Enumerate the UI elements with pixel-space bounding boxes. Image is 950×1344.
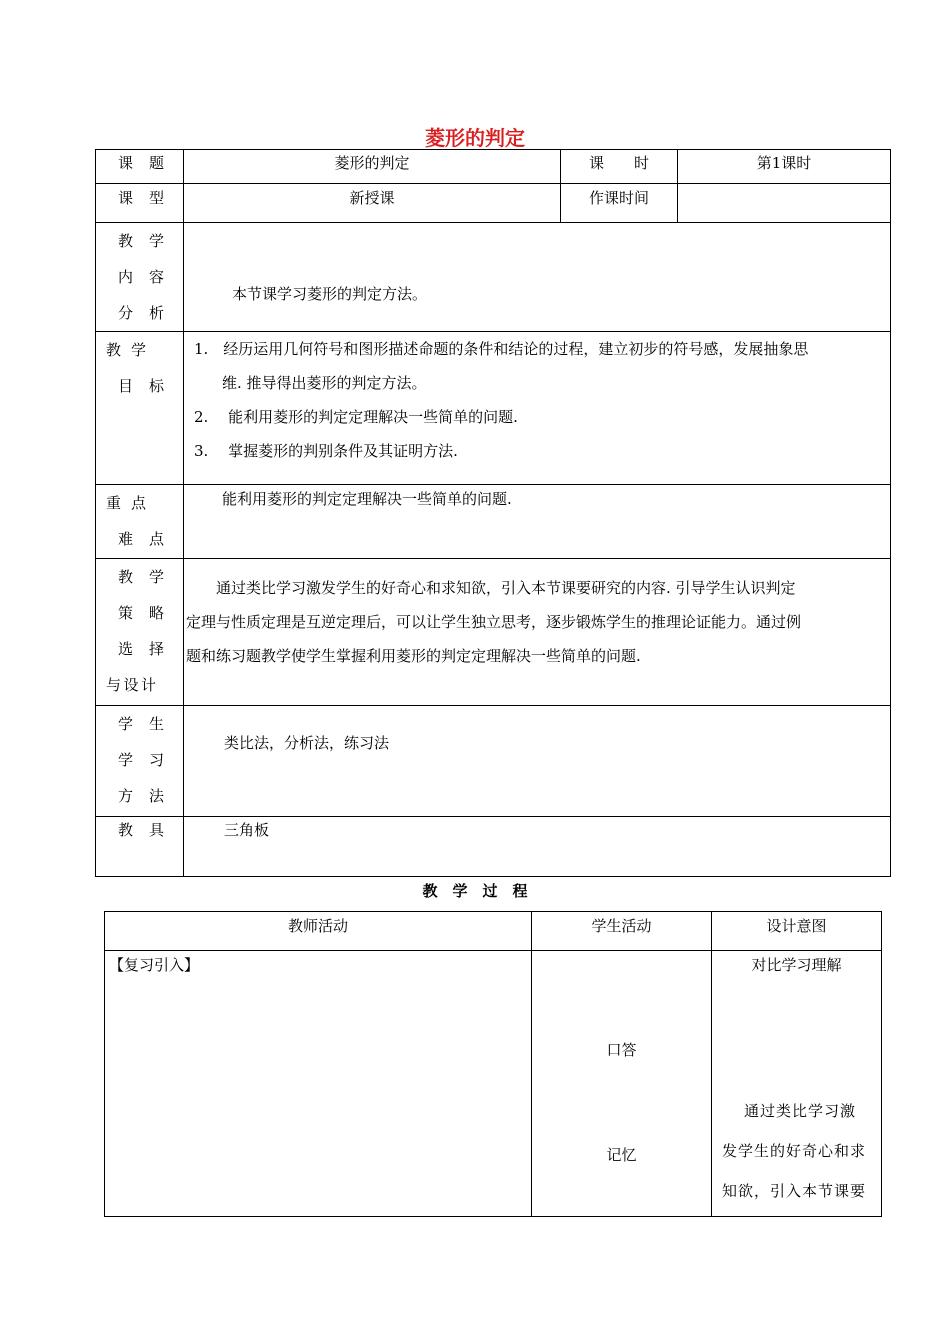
value-date: [678, 184, 891, 223]
content-analysis: 本节课学习菱形的判定方法。: [184, 223, 891, 332]
label-type: 课 型: [96, 184, 184, 223]
header-student: 学生活动: [532, 912, 712, 951]
learning-method: 类比法，分析法，练习法: [184, 706, 891, 817]
process-heading: 教 学 过 程: [422, 882, 528, 900]
value-type: 新授课: [184, 184, 561, 223]
label-method: 学 生 学 习 方 法: [96, 706, 184, 817]
teaching-strategy: 通过类比学习激发学生的好奇心和求知欲，引入本节课要研究的内容. 引导学生认识判定 定理与性质定理是互逆定理后，可以让学生独立思考，逐步锻炼学生的推理论证能力。通过例 题和练习题教学使学生掌握利用菱形的判定定理解决一些简单的问题.: [184, 559, 891, 706]
label-date: 作课时间: [561, 184, 678, 223]
label-period: 课 时: [561, 150, 678, 184]
label-tools: 教 具: [96, 817, 184, 877]
label-strategy: 教 学 策 略 选 择 与设计: [96, 559, 184, 706]
teaching-goals: 1. 经历运用几何符号和图形描述命题的条件和结论的过程，建立初步的符号感，发展抽象思 维. 推导得出菱形的判定方法。 2. 能利用菱形的判定定理解决一些简单的问题. 3. 掌握菱形的判别条件及其证明方法.: [184, 332, 891, 485]
lesson-info-table: [95, 149, 891, 877]
student-activity: 口答 记忆: [532, 951, 712, 1217]
process-table: [104, 911, 882, 1217]
label-topic: 课 题: [96, 150, 184, 184]
key-points: 能利用菱形的判定定理解决一些简单的问题.: [184, 485, 891, 559]
teacher-activity: 【复习引入】: [105, 951, 532, 1217]
header-teacher: 教师活动: [105, 912, 532, 951]
teaching-tools: 三角板: [184, 817, 891, 877]
label-key: 重 点 难 点: [96, 485, 184, 559]
document-title: 菱形的判定: [425, 126, 525, 150]
value-period: 第1课时: [678, 150, 891, 184]
value-topic: 菱形的判定: [184, 150, 561, 184]
header-intent: 设计意图: [712, 912, 882, 951]
label-content: 教 学 内 容 分 析: [96, 223, 184, 332]
design-intent: 对比学习理解 通过类比学习激 发学生的好奇心和求 知欲，引入本节课要: [712, 951, 882, 1217]
label-goals: 教 学 目 标: [96, 332, 184, 485]
